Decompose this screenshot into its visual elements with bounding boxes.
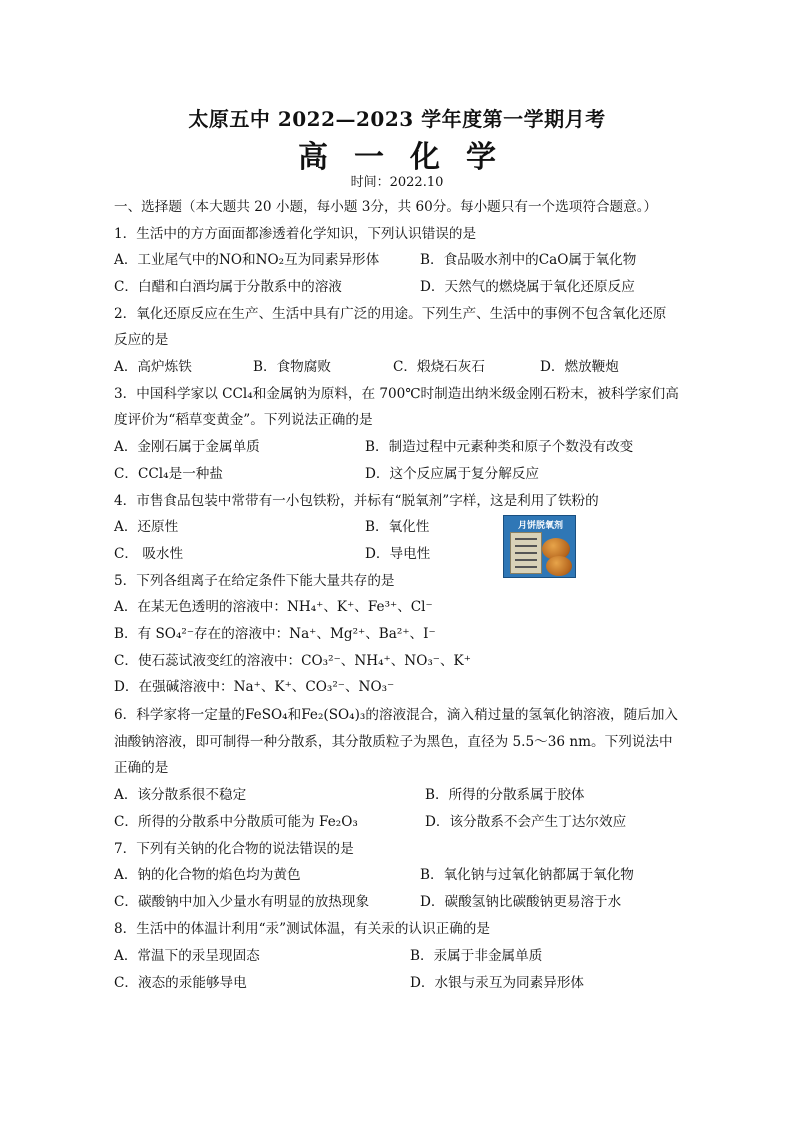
q3-stem-line2: 度评价为“稻草变黄金”。下列说法正确的是: [114, 412, 373, 428]
q6-option-b: B．所得的分散系属于胶体: [425, 787, 585, 803]
q2-stem-line2: 反应的是: [114, 332, 169, 348]
exam-title: 太原五中 2022—2023 学年度第一学期月考: [188, 107, 606, 131]
q4-option-c: C． 吸水性: [114, 546, 184, 562]
q4-option-d: D．导电性: [365, 546, 431, 562]
package-card-graphic: [510, 532, 542, 574]
section-heading: 一、选择题（本大题共 20 小题，每小题 3分，共 60分。每小题只有一个选项符合题意。）: [114, 199, 658, 215]
q4-option-a: A．还原性: [114, 519, 179, 535]
q1-option-c: C．白醋和白酒均属于分散系中的溶液: [114, 279, 342, 295]
q5-option-c: C．使石蕊试液变红的溶液中：CO₃²⁻、NH₄⁺、NO₃⁻、K⁺: [114, 653, 471, 669]
q5-option-b: B．有 SO₄²⁻存在的溶液中：Na⁺、Mg²⁺、Ba²⁺、I⁻: [114, 626, 436, 642]
q8-stem: 8．生活中的体温计利用“汞”测试体温，有关汞的认识正确的是: [114, 921, 490, 937]
q7-option-a: A．钠的化合物的焰色均为黄色: [114, 867, 301, 883]
q1-option-a: A．工业尾气中的NO和NO₂互为同素异形体: [114, 252, 380, 268]
q3-option-a: A．金刚石属于金属单质: [114, 439, 260, 455]
q4-stem: 4．市售食品包装中常带有一小包铁粉，并标有“脱氧剂”字样，这是利用了铁粉的: [114, 493, 599, 509]
q2-option-a: A．高炉炼铁: [114, 359, 192, 375]
mooncake-graphic: [546, 556, 572, 576]
q1-option-b: B．食品吸水剂中的CaO属于氧化物: [420, 252, 637, 268]
q2-option-c: C．煅烧石灰石: [393, 359, 485, 375]
q1-stem: 1．生活中的方方面面都渗透着化学知识，下列认识错误的是: [114, 226, 477, 242]
q7-option-d: D．碳酸氢钠比碳酸钠更易溶于水: [420, 894, 622, 910]
q6-stem-line1: 6．科学家将一定量的FeSO₄和Fe₂(SO₄)₃的溶液混合，滴入稍过量的氢氧化钠溶液，随后加入: [114, 707, 679, 723]
q8-option-a: A．常温下的汞呈现固态: [114, 948, 260, 964]
q3-option-d: D．这个反应属于复分解反应: [365, 466, 540, 482]
q1-option-d: D．天然气的燃烧属于氧化还原反应: [420, 279, 635, 295]
q6-option-c: C．所得的分散系中分散质可能为 Fe₂O₃: [114, 814, 358, 830]
q6-stem-line3: 正确的是: [114, 760, 169, 776]
q8-option-c: C．液态的汞能够导电: [114, 975, 247, 991]
q2-option-b: B．食物腐败: [253, 359, 331, 375]
q7-option-c: C．碳酸钠中加入少量水有明显的放热现象: [114, 894, 370, 910]
q6-stem-line2: 油酸钠溶液，即可制得一种分散系，其分散质粒子为黑色，直径为 5.5～36 nm。下列说法中: [114, 734, 673, 750]
q3-stem-line1: 3．中国科学家以 CCl₄和金属钠为原料，在 700℃时制造出纳米级金刚石粉末，被科学家们高: [114, 386, 679, 402]
q5-stem: 5．下列各组离子在给定条件下能大量共存的是: [114, 573, 395, 589]
package-label: 月饼脱氧剂: [517, 521, 563, 531]
subject-title: 高一化学: [298, 140, 522, 175]
exam-time: 时间：2022.10: [350, 175, 444, 190]
q6-option-d: D．该分散系不会产生丁达尔效应: [425, 814, 627, 830]
q3-option-c: C．CCl₄是一种盐: [114, 466, 223, 482]
q5-option-a: A．在某无色透明的溶液中：NH₄⁺、K⁺、Fe³⁺、Cl⁻: [114, 599, 433, 615]
q2-option-d: D．燃放鞭炮: [540, 359, 619, 375]
q4-option-b: B．氧化性: [365, 519, 430, 535]
deoxidizer-package-image: [503, 515, 576, 578]
q8-option-b: B．汞属于非金属单质: [410, 948, 543, 964]
q6-option-a: A．该分散系很不稳定: [114, 787, 247, 803]
q7-stem: 7．下列有关钠的化合物的说法错误的是: [114, 841, 354, 857]
q8-option-d: D．水银与汞互为同素异形体: [410, 975, 585, 991]
q3-option-b: B．制造过程中元素种类和原子个数没有改变: [365, 439, 634, 455]
q2-stem-line1: 2．氧化还原反应在生产、生活中具有广泛的用途。下列生产、生活中的事例不包含氧化还原: [114, 306, 667, 322]
q7-option-b: B．氧化钠与过氧化钠都属于氧化物: [420, 867, 634, 883]
q5-option-d: D．在强碱溶液中：Na⁺、K⁺、CO₃²⁻、NO₃⁻: [114, 679, 395, 695]
